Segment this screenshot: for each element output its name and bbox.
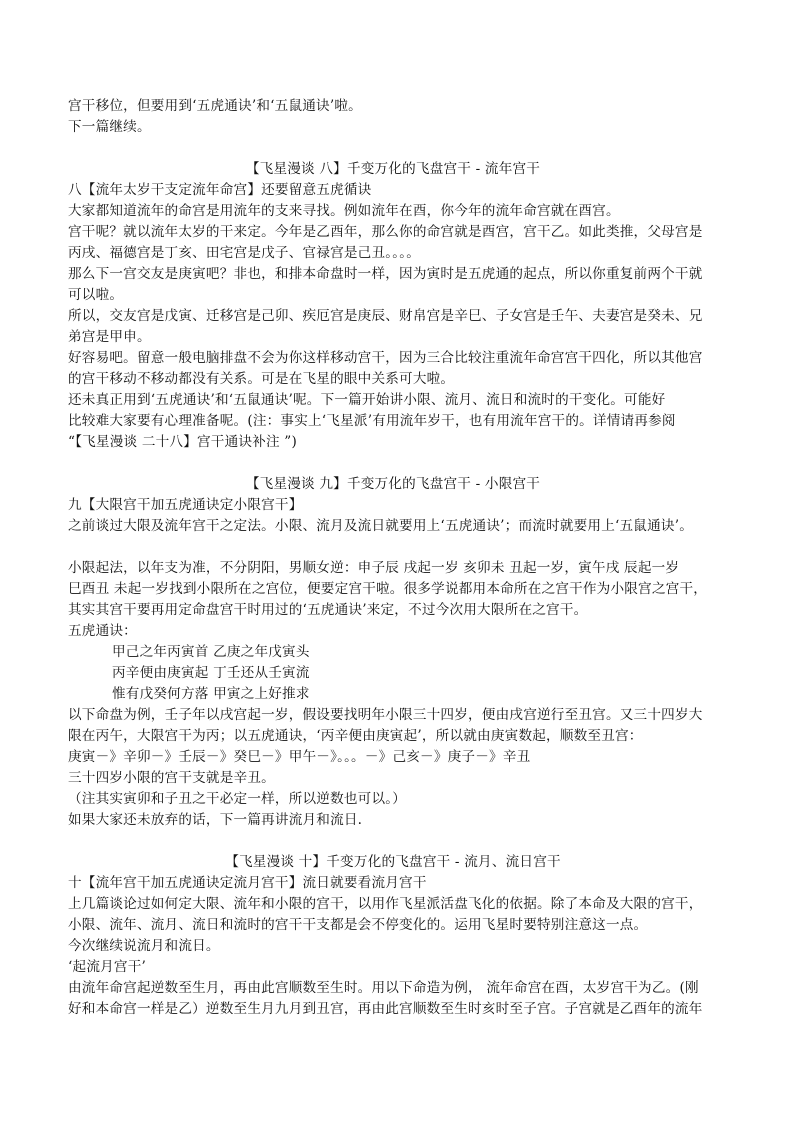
verse-line: 甲己之年丙寅首 乙庚之年戊寅头 — [112, 644, 310, 660]
text-line: ‘起流月宫干’ — [68, 959, 147, 975]
text-line: 所以，交友宫是戊寅、迁移宫是己卯、疾厄宫是庚辰、财帛宫是辛巳、子女宫是壬午、夫妻宫是癸未、兄 — [68, 308, 703, 324]
text-line: 小限起法，以年支为准，不分阴阳，男顺女逆：申子辰 戌起一岁 亥卯未 丑起一岁，寅午戌 辰起一岁 — [68, 560, 680, 576]
text-line: “【飞星漫谈 二十八】宫干通诀补注 ”) — [68, 434, 297, 450]
text-line: 下一篇继续。 — [68, 119, 151, 135]
text-line: 小限、流年、流月、流日和流时的宫干干支都是会不停变化的。运用飞星时要特别注意这一点。 — [68, 917, 648, 933]
text-line: 好和本命宫一样是乙）逆数至生月九月到丑宫，再由此宫顺数至生时亥时至子宫。子宫就是乙酉年的流年 — [68, 1001, 703, 1017]
text-line: 如果大家还未放弃的话，下一篇再讲流月和流日. — [68, 812, 363, 828]
text-line: 由流年命宫起逆数至生月，再由此宫顺数至生时。用以下命造为例， 流年命宫在酉，太岁宫干为乙。(刚 — [68, 980, 699, 996]
text-line: 其实其宫干要再用定命盘宫干时用过的‘五虎通诀’来定，不过今次用大限所在之宫干。 — [68, 602, 588, 618]
text-line: 大家都知道流年的命宫是用流年的支来寻找。例如流年在酉，你今年的流年命宫就在酉宫。 — [68, 203, 620, 219]
section-heading: 【飞星漫谈 八】千变万化的飞盘宫干 - 流年宫干 — [245, 161, 541, 177]
text-line: 以下命盘为例，壬子年以戌宫起一岁，假设要找明年小限三十四岁，便由戌宫逆行至丑宫。又三十四岁大 — [68, 707, 703, 723]
text-line: 好容易吧。留意一般电脑排盘不会为你这样移动宫干，因为三合比较注重流年命宫宫干四化，所以其他宫 — [68, 350, 703, 366]
text-line: 宫干呢？就以流年太岁的干来定。今年是乙酉年，那么你的命宫就是酉宫，宫干乙。如此类推，父母宫是 — [68, 224, 703, 240]
text-line: 之前谈过大限及流年宫干之定法。小限、流月及流日就要用上‘五虎通诀’；而流时就要用上‘五鼠通诀’。 — [68, 518, 694, 534]
text-line: 丙戌、福德宫是丁亥、田宅宫是戊子、官禄宫是己丑。。。。 — [68, 245, 421, 261]
text-line: 那么下一宫交友是庚寅吧？非也，和排本命盘时一样，因为寅时是五虎通的起点，所以你重复前两个干就 — [68, 266, 703, 282]
text-line: 弟宫是甲申。 — [68, 329, 151, 345]
section-heading: 【飞星漫谈 十】千变万化的飞盘宫干 - 流月、流日宫干 — [225, 854, 561, 870]
text-line: 的宫干移动不移动都没有关系。可是在飞星的眼中关系可大啦。 — [68, 371, 455, 387]
text-line: 上几篇谈论过如何定大限、流年和小限的宫干，以用作飞星派活盘飞化的依据。除了本命及大限的宫干， — [68, 896, 703, 912]
text-line: 庚寅－》辛卯－》壬辰－》癸巳－》甲午－》。。。－》己亥－》庚子－》辛丑 — [68, 749, 531, 765]
section-heading: 【飞星漫谈 九】千变万化的飞盘宫干 - 小限宫干 — [245, 476, 541, 492]
text-line: 五虎通诀： — [68, 623, 137, 639]
text-line: 三十四岁小限的宫干支就是辛丑。 — [68, 770, 275, 786]
text-line: 限在丙午，大限宫干为丙；以五虎通诀，‘丙辛便由庚寅起’，所以就由庚寅数起，顺数至丑宫： — [68, 728, 643, 744]
section-subheading: 八【流年太岁干支定流年命宫】还要留意五虎循诀 — [68, 182, 372, 198]
text-line: 比较难大家要有心理准备呢。(注：事实上‘飞星派’有用流年岁干，也有用流年宫干的。详情请再参阅 — [68, 413, 676, 429]
text-line: 今次继续说流月和流日。 — [68, 938, 220, 954]
text-line: 宫干移位，但要用到‘五虎通诀’和‘五鼠通诀’啦。 — [68, 98, 362, 114]
text-line: 巳酉丑 未起一岁找到小限所在之宫位，便要定宫干啦。很多学说都用本命所在之宫干作为小限宫之宫干， — [68, 581, 708, 597]
section-subheading: 九【大限宫干加五虎通诀定小限宫干】 — [68, 497, 303, 513]
text-line: 还未真正用到‘五虎通诀’和‘五鼠通诀’呢。下一篇开始讲小限、流月、流日和流时的干变化。可能好 — [68, 392, 666, 408]
document-page — [68, 96, 718, 1020]
verse-line: 丙辛便由庚寅起 丁壬还从壬寅流 — [112, 665, 310, 681]
section-subheading: 十【流年宫干加五虎通诀定流月宫干】流日就要看流月宫干 — [68, 875, 427, 891]
text-line: 可以啦。 — [68, 287, 124, 303]
text-line: （注其实寅卯和子丑之干必定一样，所以逆数也可以。） — [68, 791, 407, 807]
verse-line: 惟有戊癸何方落 甲寅之上好推求 — [112, 686, 310, 702]
